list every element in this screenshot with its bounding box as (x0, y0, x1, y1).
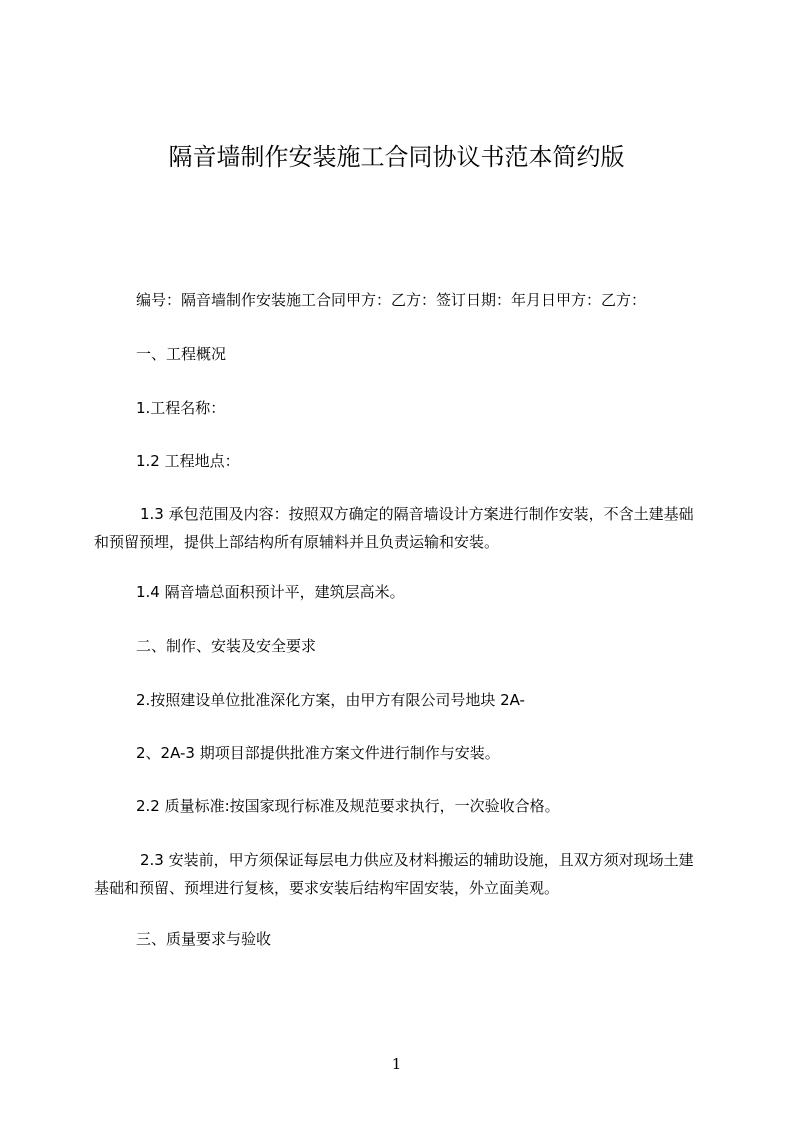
clause-2-1-continued: 2、2A-3 期项目部提供批准方案文件进行制作与安装。 (136, 744, 500, 762)
clause-2-1: 2.按照建设单位批准深化方案，由甲方有限公司号地块 2A- (136, 691, 525, 709)
section-heading-fabrication-safety: 二、制作、安装及安全要求 (136, 637, 317, 655)
document-title: 隔音墙制作安装施工合同协议书范本简约版 (168, 143, 625, 171)
contract-number-line: 编号：隔音墙制作安装施工合同甲方：乙方：签订日期：年月日甲方：乙方： (136, 291, 647, 309)
clause-1-1: 1.工程名称： (136, 399, 226, 417)
clause-1-2: 1.2 工程地点： (136, 452, 240, 470)
clause-2-2: 2.2 质量标准:按国家现行标准及规范要求执行，一次验收合格。 (136, 797, 560, 815)
clause-2-3: 2.3 安装前，甲方须保证每层电力供应及材料搬运的辅助设施，且双方须对现场土建基础和预留、预埋进行复核，要求安装后结构牢固安装，外立面美观。 (94, 851, 694, 897)
section-heading-quality-acceptance: 三、质量要求与验收 (136, 930, 272, 948)
clause-1-4: 1.4 隔音墙总面积预计平，建筑层高米。 (136, 583, 405, 601)
section-heading-project-overview: 一、工程概况 (136, 345, 227, 363)
page-number: 1 (391, 1055, 402, 1073)
clause-1-3: 1.3 承包范围及内容：按照双方确定的隔音墙设计方案进行制作安装，不含土建基础和预留预埋，提供上部结构所有原辅料并且负责运输和安装。 (94, 505, 694, 551)
